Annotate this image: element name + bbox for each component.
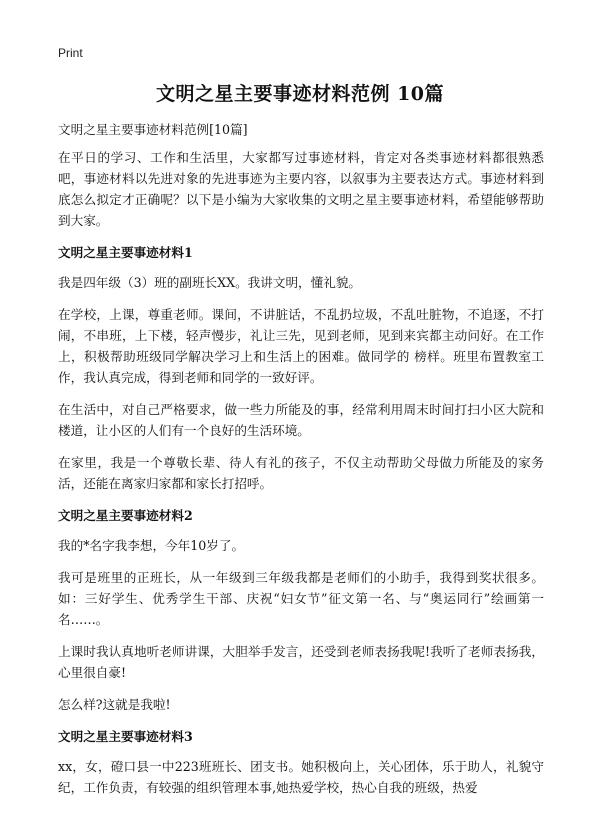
section-heading-3: 文明之星主要事迹材料3 xyxy=(58,729,193,744)
section-1-paragraph-2: 在学校，上课，尊重老师。课间，不讲脏话，不乱扔垃圾，不乱吐脏物，不追逐，不打闹，不串班，上下楼，轻声慢步，礼让三先，见到老师，见到来宾都主动问好。在工作上，积极帮助班级同学解决学习上和生活上的困难。做同学的 榜样。班里布置教室工作，我认真完成，得到老师和同学的一致好评。 xyxy=(58,307,544,385)
section-2-paragraph-2: 我可是班里的正班长，从一年级到三年级我都是老师们的小助手，我得到奖状很多。如：三好学生、优秀学生干部、庆祝“妇女节”征文第一名、与“奥运同行”绘画第一名……。 xyxy=(58,570,544,627)
section-2-paragraph-4: 怎么样?这就是我啦! xyxy=(58,697,171,712)
section-heading-1: 文明之星主要事迹材料1 xyxy=(58,245,193,260)
page-title: 文明之星主要事迹材料范例 10篇 xyxy=(155,83,445,105)
intro-paragraph: 在平日的学习、工作和生活里，大家都写过事迹材料，肯定对各类事迹材料都很熟悉吧，事迹材料以先进对象的先进事迹为主要内容，以叙事为主要表达方式。事迹材料到底怎么拟定才正确呢？以下是小编为大家收集的文明之星主要事迹材料，希望能够帮助到大家。 xyxy=(58,150,544,228)
section-2-paragraph-3: 上课时我认真地听老师讲课，大胆举手发言，还受到老师表扬我呢!我听了老师表扬我，心里很自豪! xyxy=(58,644,544,680)
print-label[interactable]: Print xyxy=(58,46,83,60)
section-2-paragraph-1: 我的*名字我李想，今年10岁了。 xyxy=(58,538,245,553)
section-1-paragraph-1: 我是四年级（3）班的副班长XX。我讲文明，懂礼貌。 xyxy=(58,275,362,290)
section-heading-2: 文明之星主要事迹材料2 xyxy=(58,508,193,523)
document-body xyxy=(58,119,544,809)
section-1-paragraph-4: 在家里，我是一个尊敬长辈、待人有礼的孩子，不仅主动帮助父母做力所能及的家务活，还能在离家归家都和家长打招呼。 xyxy=(58,455,544,491)
section-3-paragraph-1: xx，女，磴口县一中223班班长、团支书。她积极向上，关心团体，乐于助人，礼貌守纪，工作负责，有较强的组织管理本事,她热爱学校，热心自我的班级，热爱 xyxy=(58,759,544,795)
section-1-paragraph-3: 在生活中，对自己严格要求，做一些力所能及的事，经常利用周末时间打扫小区大院和楼道，让小区的人们有一个良好的生活环境。 xyxy=(58,402,544,438)
document-subtitle: 文明之星主要事迹材料范例[10篇] xyxy=(58,122,248,137)
